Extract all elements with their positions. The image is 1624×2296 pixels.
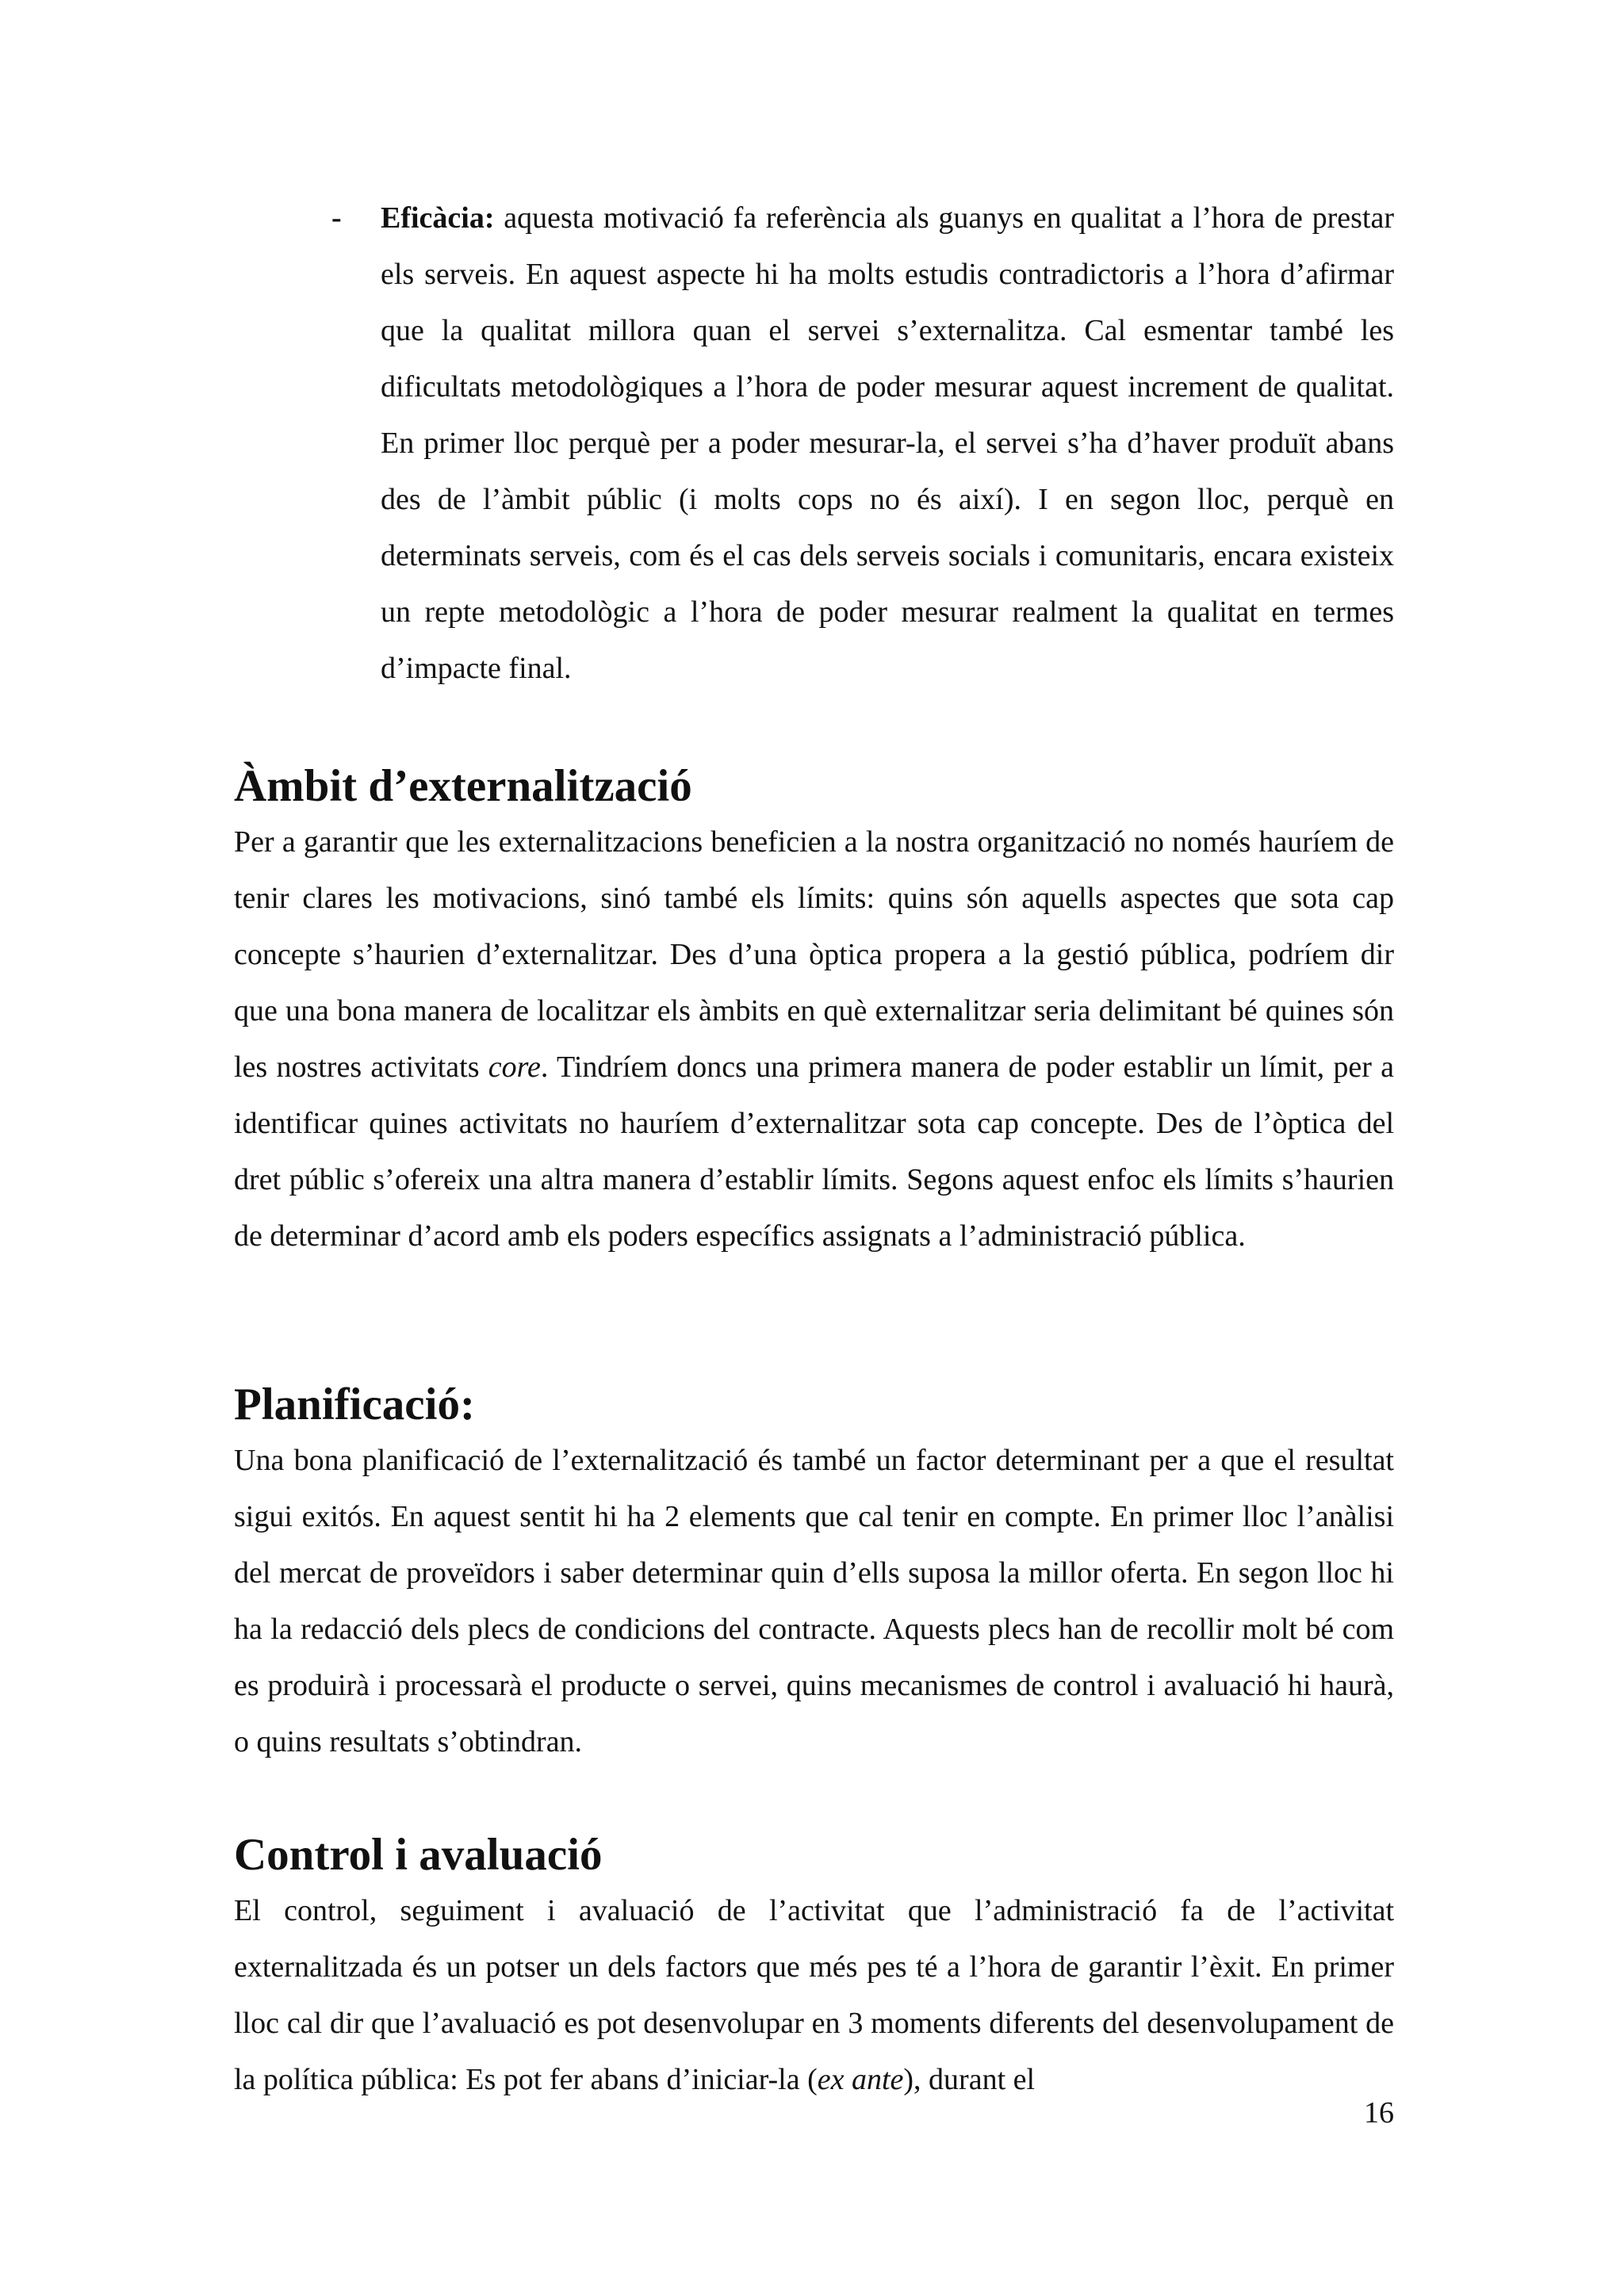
- section-heading-ambit: Àmbit d’externalització: [234, 761, 692, 811]
- paragraph-control-part2: ), durant el: [903, 2063, 1036, 2096]
- paragraph-control-italic: ex ante: [817, 2063, 904, 2096]
- paragraph-control-part1: El control, seguiment i avaluació de l’activitat que l’administració fa de l’activitat externalitzada és un potser un dels factors que més pes té a l’hora de garantir l’èxit. En primer lloc cal dir que l’avaluació es pot desenvolupar en 3 moments diferents del desenvolupament de la política pública: Es pot fer abans d’iniciar-la (: [234, 1894, 1394, 2096]
- section-ambit: [234, 758, 1394, 1265]
- paragraph-planificacio: Una bona planificació de l’externalització és també un factor determinant per a que el resultat sigui exitós. En aquest sentit hi ha 2 elements que cal tenir en compte. En primer lloc l’anàlisi del mercat de proveïdors i saber determinar quin d’ells suposa la millor oferta. En segon lloc hi ha la redacció dels plecs de condicions del contracte. Aquests plecs han de recollir molt bé com es produirà i processarà el producte o servei, quins mecanismes de control i avaluació hi haurà, o quins resultats s’obtindran.: [234, 1444, 1394, 1758]
- paragraph-ambit: [234, 814, 1394, 1265]
- section-control: [234, 1827, 1394, 2108]
- paragraph-ambit-part2: . Tindríem doncs una primera manera de poder establir un límit, per a identificar quines activitats no hauríem d’externalitzar sota cap concepte. Des de l’òptica del dret públic s’ofereix una altra manera d’establir límits. Segons aquest enfoc els límits s’haurien de determinar d’acord amb els poders específics assignats a l’administració pública.: [234, 1050, 1395, 1253]
- paragraph-ambit-italic: core: [488, 1050, 541, 1084]
- bullet-lead-term: Eficàcia:: [381, 201, 495, 235]
- bullet-text: [381, 190, 1394, 697]
- section-heading-planificacio: Planificació:: [234, 1380, 475, 1429]
- paragraph-control: [234, 1883, 1394, 2108]
- paragraph-ambit-part1: Per a garantir que les externalitzacions beneficien a la nostra organització no només hauríem de tenir clares les motivacions, sinó també els límits: quins són aquells aspectes que sota cap concepte s’haurien d’externalitzar. Des d’una òptica propera a la gestió pública, podríem dir que una bona manera de localitzar els àmbits en què externalitzar seria delimitant bé quines són les nostres activitats: [234, 825, 1394, 1084]
- bullet-body: aquesta motivació fa referència als guanys en qualitat a l’hora de prestar els serveis. En aquest aspecte hi ha molts estudis contradictoris a l’hora d’afirmar que la qualitat millora quan el servei s’externalitza. Cal esmentar també les dificultats metodològiques a l’hora de poder mesurar aquest increment de qualitat. En primer lloc perquè per a poder mesurar-la, el servei s’ha d’haver produït abans des de l’àmbit públic (i molts cops no és així). I en segon lloc, perquè en determinats serveis, com és el cas dels serveis socials i comunitaris, encara existeix un repte metodològic a l’hora de poder mesurar realment la qualitat en termes d’impacte final.: [381, 201, 1394, 685]
- section-planificacio: [234, 1376, 1394, 1770]
- page-number: 16: [1364, 2096, 1394, 2130]
- section-heading-control: Control i avaluació: [234, 1830, 603, 1880]
- bullet-dash: -: [331, 201, 342, 235]
